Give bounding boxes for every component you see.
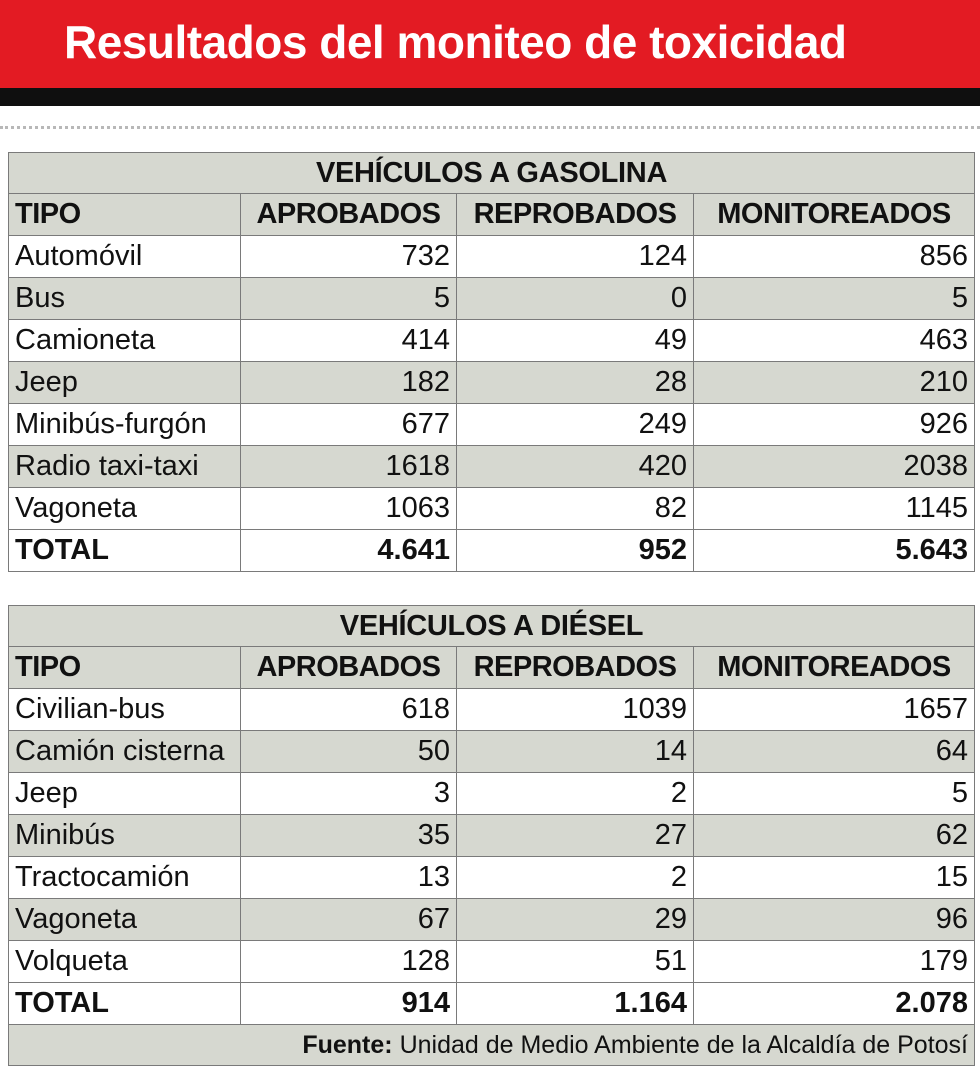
cell-tipo: Vagoneta [9, 899, 241, 941]
cell-tipo: Minibús [9, 815, 241, 857]
cell-reprobados: 82 [457, 488, 694, 530]
total-aprobados: 4.641 [241, 530, 457, 572]
table-row [9, 320, 975, 362]
cell-reprobados: 29 [457, 899, 694, 941]
cell-tipo: Minibús-furgón [9, 404, 241, 446]
column-header-monitoreados: MONITOREADOS [694, 647, 975, 689]
cell-tipo: Jeep [9, 773, 241, 815]
cell-reprobados: 0 [457, 278, 694, 320]
cell-tipo: Camión cisterna [9, 731, 241, 773]
column-header-aprobados: APROBADOS [241, 647, 457, 689]
cell-reprobados: 14 [457, 731, 694, 773]
cell-tipo: Civilian-bus [9, 689, 241, 731]
cell-reprobados: 2 [457, 773, 694, 815]
table-row [9, 278, 975, 320]
table-row [9, 689, 975, 731]
cell-monitoreados: 5 [694, 773, 975, 815]
gasoline-header-row [9, 194, 975, 236]
cell-aprobados: 732 [241, 236, 457, 278]
diesel-table-body [9, 689, 975, 1025]
table-row [9, 404, 975, 446]
cell-monitoreados: 926 [694, 404, 975, 446]
cell-reprobados: 28 [457, 362, 694, 404]
cell-monitoreados: 210 [694, 362, 975, 404]
cell-tipo: Tractocamión [9, 857, 241, 899]
cell-reprobados: 49 [457, 320, 694, 362]
total-row [9, 983, 975, 1025]
cell-monitoreados: 856 [694, 236, 975, 278]
gasoline-table [8, 152, 975, 572]
cell-tipo: Camioneta [9, 320, 241, 362]
cell-aprobados: 1063 [241, 488, 457, 530]
cell-aprobados: 414 [241, 320, 457, 362]
cell-tipo: Automóvil [9, 236, 241, 278]
cell-monitoreados: 5 [694, 278, 975, 320]
cell-monitoreados: 179 [694, 941, 975, 983]
cell-monitoreados: 463 [694, 320, 975, 362]
dotted-divider [0, 126, 980, 129]
title-banner [0, 0, 980, 88]
cell-monitoreados: 2038 [694, 446, 975, 488]
cell-aprobados: 13 [241, 857, 457, 899]
cell-reprobados: 420 [457, 446, 694, 488]
total-aprobados: 914 [241, 983, 457, 1025]
cell-reprobados: 27 [457, 815, 694, 857]
column-header-tipo: TIPO [9, 647, 241, 689]
cell-aprobados: 5 [241, 278, 457, 320]
cell-aprobados: 1618 [241, 446, 457, 488]
gasoline-table-heading: VEHÍCULOS A GASOLINA [9, 153, 975, 194]
source-text: Unidad de Medio Ambiente de la Alcaldía de Potosí [399, 1030, 968, 1059]
diesel-table [8, 605, 975, 1066]
source-note [9, 1025, 975, 1066]
cell-aprobados: 128 [241, 941, 457, 983]
cell-reprobados: 2 [457, 857, 694, 899]
table-row [9, 446, 975, 488]
total-monitoreados: 2.078 [694, 983, 975, 1025]
cell-tipo: Vagoneta [9, 488, 241, 530]
table-row [9, 899, 975, 941]
gasoline-table-body [9, 236, 975, 572]
source-row [9, 1025, 975, 1066]
cell-tipo: Bus [9, 278, 241, 320]
table-row [9, 857, 975, 899]
total-tipo: TOTAL [9, 983, 241, 1025]
cell-monitoreados: 62 [694, 815, 975, 857]
total-reprobados: 952 [457, 530, 694, 572]
table-row [9, 773, 975, 815]
table-row [9, 236, 975, 278]
cell-tipo: Jeep [9, 362, 241, 404]
diesel-table-heading: VEHÍCULOS A DIÉSEL [9, 606, 975, 647]
cell-aprobados: 50 [241, 731, 457, 773]
cell-monitoreados: 1145 [694, 488, 975, 530]
column-header-reprobados: REPROBADOS [457, 647, 694, 689]
total-tipo: TOTAL [9, 530, 241, 572]
total-row [9, 530, 975, 572]
cell-tipo: Radio taxi-taxi [9, 446, 241, 488]
black-divider-bar [0, 88, 980, 106]
total-reprobados: 1.164 [457, 983, 694, 1025]
column-header-tipo: TIPO [9, 194, 241, 236]
table-row [9, 731, 975, 773]
table-row [9, 941, 975, 983]
page-title: Resultados del moniteo de toxicidad [64, 16, 847, 68]
cell-aprobados: 677 [241, 404, 457, 446]
cell-reprobados: 249 [457, 404, 694, 446]
cell-aprobados: 618 [241, 689, 457, 731]
total-monitoreados: 5.643 [694, 530, 975, 572]
cell-tipo: Volqueta [9, 941, 241, 983]
cell-aprobados: 182 [241, 362, 457, 404]
table-row [9, 362, 975, 404]
column-header-monitoreados: MONITOREADOS [694, 194, 975, 236]
cell-reprobados: 1039 [457, 689, 694, 731]
cell-aprobados: 35 [241, 815, 457, 857]
source-label: Fuente: [302, 1030, 393, 1059]
cell-reprobados: 51 [457, 941, 694, 983]
cell-monitoreados: 15 [694, 857, 975, 899]
cell-monitoreados: 96 [694, 899, 975, 941]
cell-reprobados: 124 [457, 236, 694, 278]
cell-aprobados: 67 [241, 899, 457, 941]
cell-monitoreados: 1657 [694, 689, 975, 731]
table-row [9, 815, 975, 857]
column-header-aprobados: APROBADOS [241, 194, 457, 236]
diesel-header-row [9, 647, 975, 689]
column-header-reprobados: REPROBADOS [457, 194, 694, 236]
cell-monitoreados: 64 [694, 731, 975, 773]
cell-aprobados: 3 [241, 773, 457, 815]
table-row [9, 488, 975, 530]
